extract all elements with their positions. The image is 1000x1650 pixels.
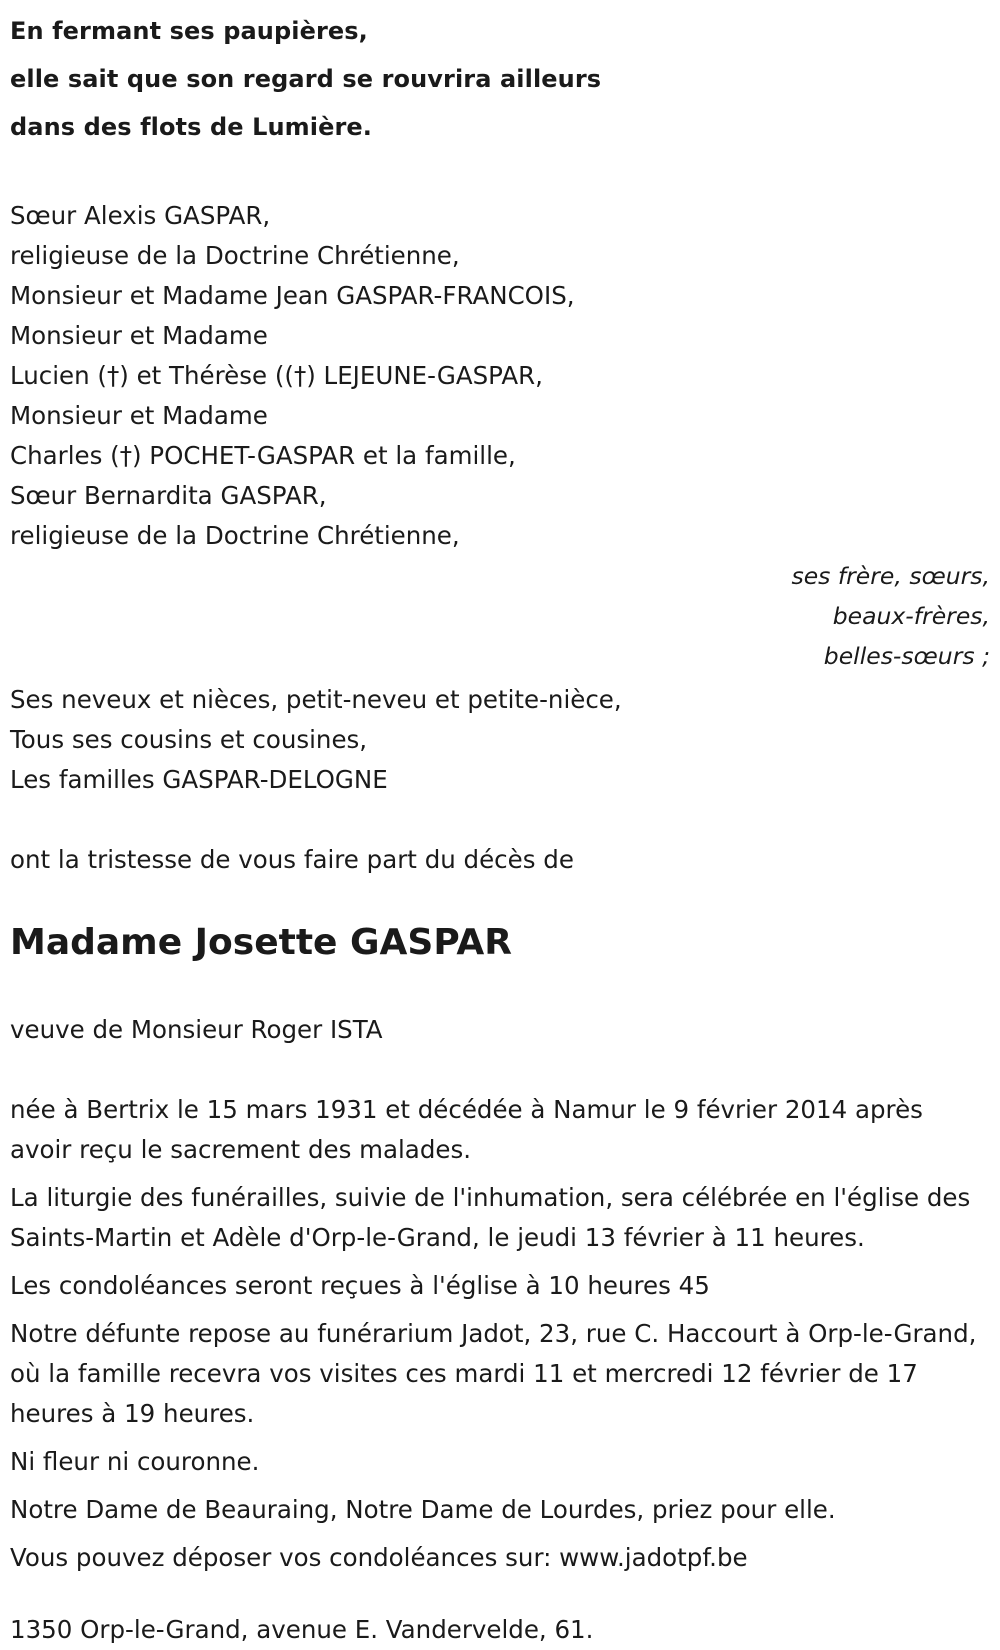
condolences-paragraph: Les condoléances seront reçues à l'église à 10 heures 45	[10, 1271, 710, 1300]
relatives-line: Ses neveux et nièces, petit-neveu et petite-nièce,	[10, 685, 622, 714]
relation-note	[10, 556, 990, 676]
funeral-details	[10, 1090, 990, 1578]
relation-line: ses frère, sœurs,	[791, 562, 990, 590]
epigraph	[10, 0, 990, 151]
relatives-line: Tous ses cousins et cousines,	[10, 725, 368, 754]
family-line: religieuse de la Doctrine Chrétienne,	[10, 241, 460, 270]
family-line: Sœur Bernardita GASPAR,	[10, 481, 327, 510]
relation-line: belles-sœurs ;	[823, 642, 990, 670]
announcement-text: ont la tristesse de vous faire part du décès de	[10, 845, 574, 874]
deceased-name: Madame Josette GASPAR	[10, 922, 512, 963]
family-line: Sœur Alexis GASPAR,	[10, 201, 271, 230]
family-line: Charles (†) POCHET-GASPAR et la famille,	[10, 441, 516, 470]
funerarium-paragraph: Notre défunte repose au funérarium Jadot, 23, rue C. Haccourt à Orp-le-Grand, où la famille recevra vos visites ces mardi 11 et mercredi 12 février de 17 heures à 19 heures.	[10, 1319, 977, 1428]
epigraph-line: elle sait que son regard se rouvrira ailleurs	[10, 65, 602, 93]
no-flowers-paragraph: Ni fleur ni couronne.	[10, 1447, 260, 1476]
relatives-line: Les familles GASPAR-DELOGNE	[10, 765, 388, 794]
family-line: Lucien (†) et Thérèse ((†) LEJEUNE-GASPAR,	[10, 361, 543, 390]
family-line: Monsieur et Madame Jean GASPAR-FRANCOIS,	[10, 281, 575, 310]
prayer-paragraph: Notre Dame de Beauraing, Notre Dame de Lourdes, priez pour elle.	[10, 1495, 836, 1524]
epigraph-line: En fermant ses paupières,	[10, 17, 368, 45]
family-line: Monsieur et Madame	[10, 321, 268, 350]
family-line: Monsieur et Madame	[10, 401, 268, 430]
relation-line: beaux-frères,	[832, 602, 990, 630]
widow-of: veuve de Monsieur Roger ISTA	[10, 1015, 383, 1044]
birth-death-paragraph: née à Bertrix le 15 mars 1931 et décédée à Namur le 9 février 2014 après avoir reçu le sacrement des malades.	[10, 1095, 923, 1164]
epigraph-line: dans des flots de Lumière.	[10, 113, 373, 141]
obituary-notice	[10, 0, 990, 1650]
family-list	[10, 196, 990, 556]
family-line: religieuse de la Doctrine Chrétienne,	[10, 521, 460, 550]
family-address: 1350 Orp-le-Grand, avenue E. Vandervelde, 61.	[10, 1615, 594, 1644]
online-condolences-paragraph: Vous pouvez déposer vos condoléances sur: www.jadotpf.be	[10, 1543, 748, 1572]
liturgy-paragraph: La liturgie des funérailles, suivie de l'inhumation, sera célébrée en l'église des Saints-Martin et Adèle d'Orp-le-Grand, le jeudi 13 février à 11 heures.	[10, 1183, 971, 1252]
other-relatives	[10, 680, 990, 800]
